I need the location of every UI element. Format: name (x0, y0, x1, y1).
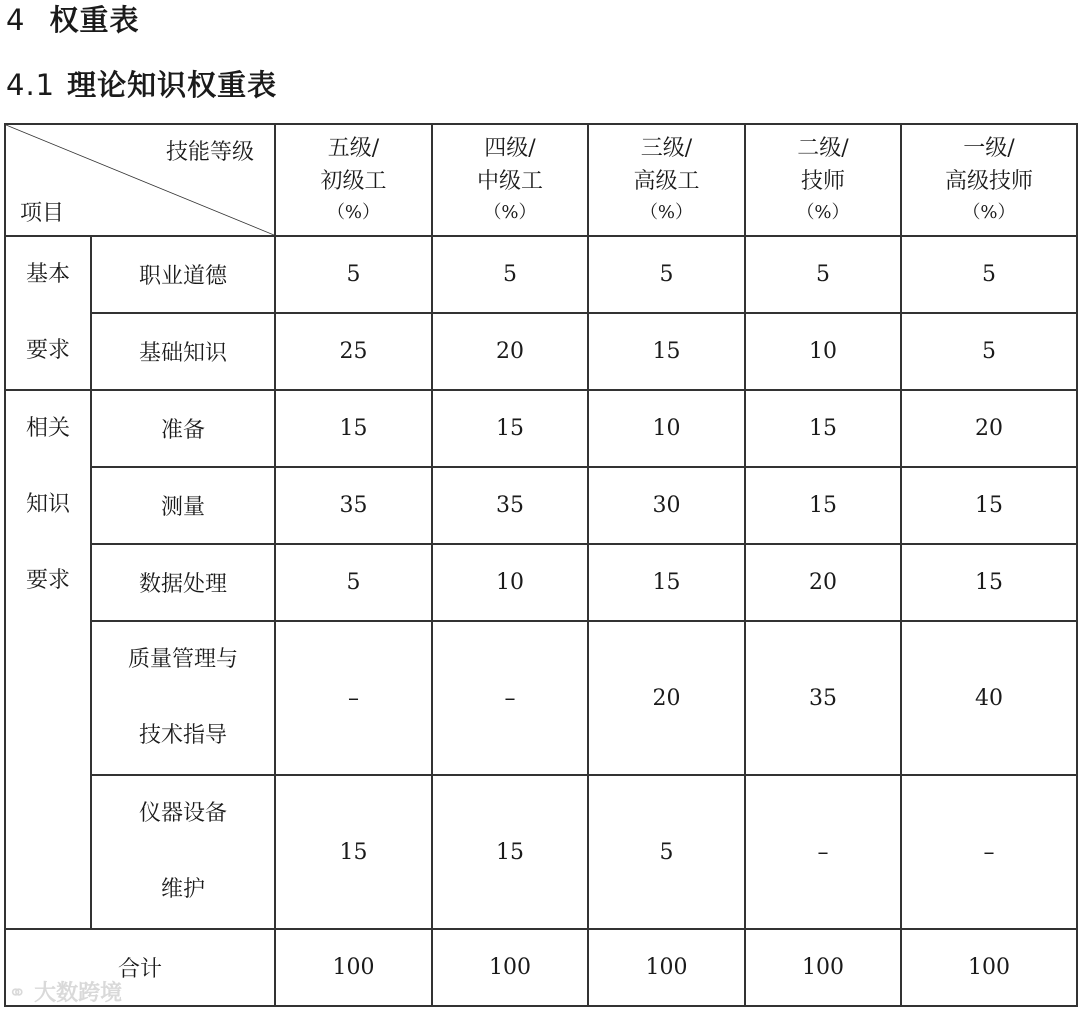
cell-value: 20 (901, 390, 1077, 467)
cell-value: 15 (745, 467, 901, 544)
cell-value: 5 (588, 236, 745, 313)
cell-value: 5 (432, 236, 588, 313)
cell-value: 35 (745, 621, 901, 775)
cell-value: 35 (432, 467, 588, 544)
cell-value: 100 (588, 929, 745, 1006)
cell-value: 15 (588, 313, 745, 390)
row-item: 测量 (91, 467, 275, 544)
row-item: 准备 (91, 390, 275, 467)
cell-value: 100 (432, 929, 588, 1006)
section-heading (6, 2, 139, 38)
corner-item-label: 项目 (20, 201, 65, 226)
grade-header-3: 三级/ 高级工 （%） (588, 124, 745, 236)
cell-value: 15 (432, 775, 588, 929)
cell-value: 20 (588, 621, 745, 775)
subsection-heading (6, 67, 277, 103)
cell-value: 100 (901, 929, 1077, 1006)
cell-value: 10 (745, 313, 901, 390)
table-row (5, 544, 1077, 621)
cell-value: 5 (275, 544, 432, 621)
table-row (5, 313, 1077, 390)
grade-header-4: 四级/ 中级工 （%） (432, 124, 588, 236)
table-row (5, 621, 1077, 775)
cell-value: 40 (901, 621, 1077, 775)
cell-value: – (745, 775, 901, 929)
section-number: 4 (6, 3, 26, 37)
table-header-row (5, 124, 1077, 236)
group-basic-requirements: 基本 要求 (5, 236, 91, 390)
table-row (5, 467, 1077, 544)
cell-value: 10 (432, 544, 588, 621)
cell-value: 5 (275, 236, 432, 313)
corner-cell (5, 124, 275, 236)
total-label: 合计 (5, 929, 275, 1006)
row-item: 数据处理 (91, 544, 275, 621)
row-item: 仪器设备 维护 (91, 775, 275, 929)
watermark-logo-icon: ⚭ (8, 981, 35, 1006)
total-row (5, 929, 1077, 1006)
grade-header-5: 五级/ 初级工 （%） (275, 124, 432, 236)
cell-value: 5 (745, 236, 901, 313)
section-title: 权重表 (49, 3, 140, 37)
cell-value: 35 (275, 467, 432, 544)
subsection-title: 理论知识权重表 (67, 68, 278, 102)
cell-value: 20 (745, 544, 901, 621)
cell-value: 100 (275, 929, 432, 1006)
cell-value: 15 (745, 390, 901, 467)
row-item: 质量管理与 技术指导 (91, 621, 275, 775)
row-item: 职业道德 (91, 236, 275, 313)
cell-value: 5 (901, 313, 1077, 390)
weight-table (4, 123, 1078, 1007)
grade-header-2: 二级/ 技师 （%） (745, 124, 901, 236)
table-row (5, 775, 1077, 929)
cell-value: 15 (275, 775, 432, 929)
cell-value: 15 (901, 467, 1077, 544)
subsection-number: 4.1 (6, 68, 56, 102)
cell-value: – (275, 621, 432, 775)
cell-value: 100 (745, 929, 901, 1006)
cell-value: 15 (275, 390, 432, 467)
corner-skill-level-label: 技能等级 (165, 140, 254, 165)
cell-value: – (432, 621, 588, 775)
cell-value: 10 (588, 390, 745, 467)
cell-value: 20 (432, 313, 588, 390)
cell-value: 30 (588, 467, 745, 544)
cell-value: 5 (901, 236, 1077, 313)
cell-value: 15 (588, 544, 745, 621)
row-item: 基础知识 (91, 313, 275, 390)
table-row (5, 390, 1077, 467)
group-related-knowledge: 相关 知识 要求 (5, 390, 91, 929)
grade-header-1: 一级/ 高级技师 （%） (901, 124, 1077, 236)
watermark: ⚭ 大数跨境 (8, 981, 123, 1006)
cell-value: – (901, 775, 1077, 929)
table-row (5, 236, 1077, 313)
cell-value: 15 (432, 390, 588, 467)
cell-value: 15 (901, 544, 1077, 621)
cell-value: 5 (588, 775, 745, 929)
cell-value: 25 (275, 313, 432, 390)
